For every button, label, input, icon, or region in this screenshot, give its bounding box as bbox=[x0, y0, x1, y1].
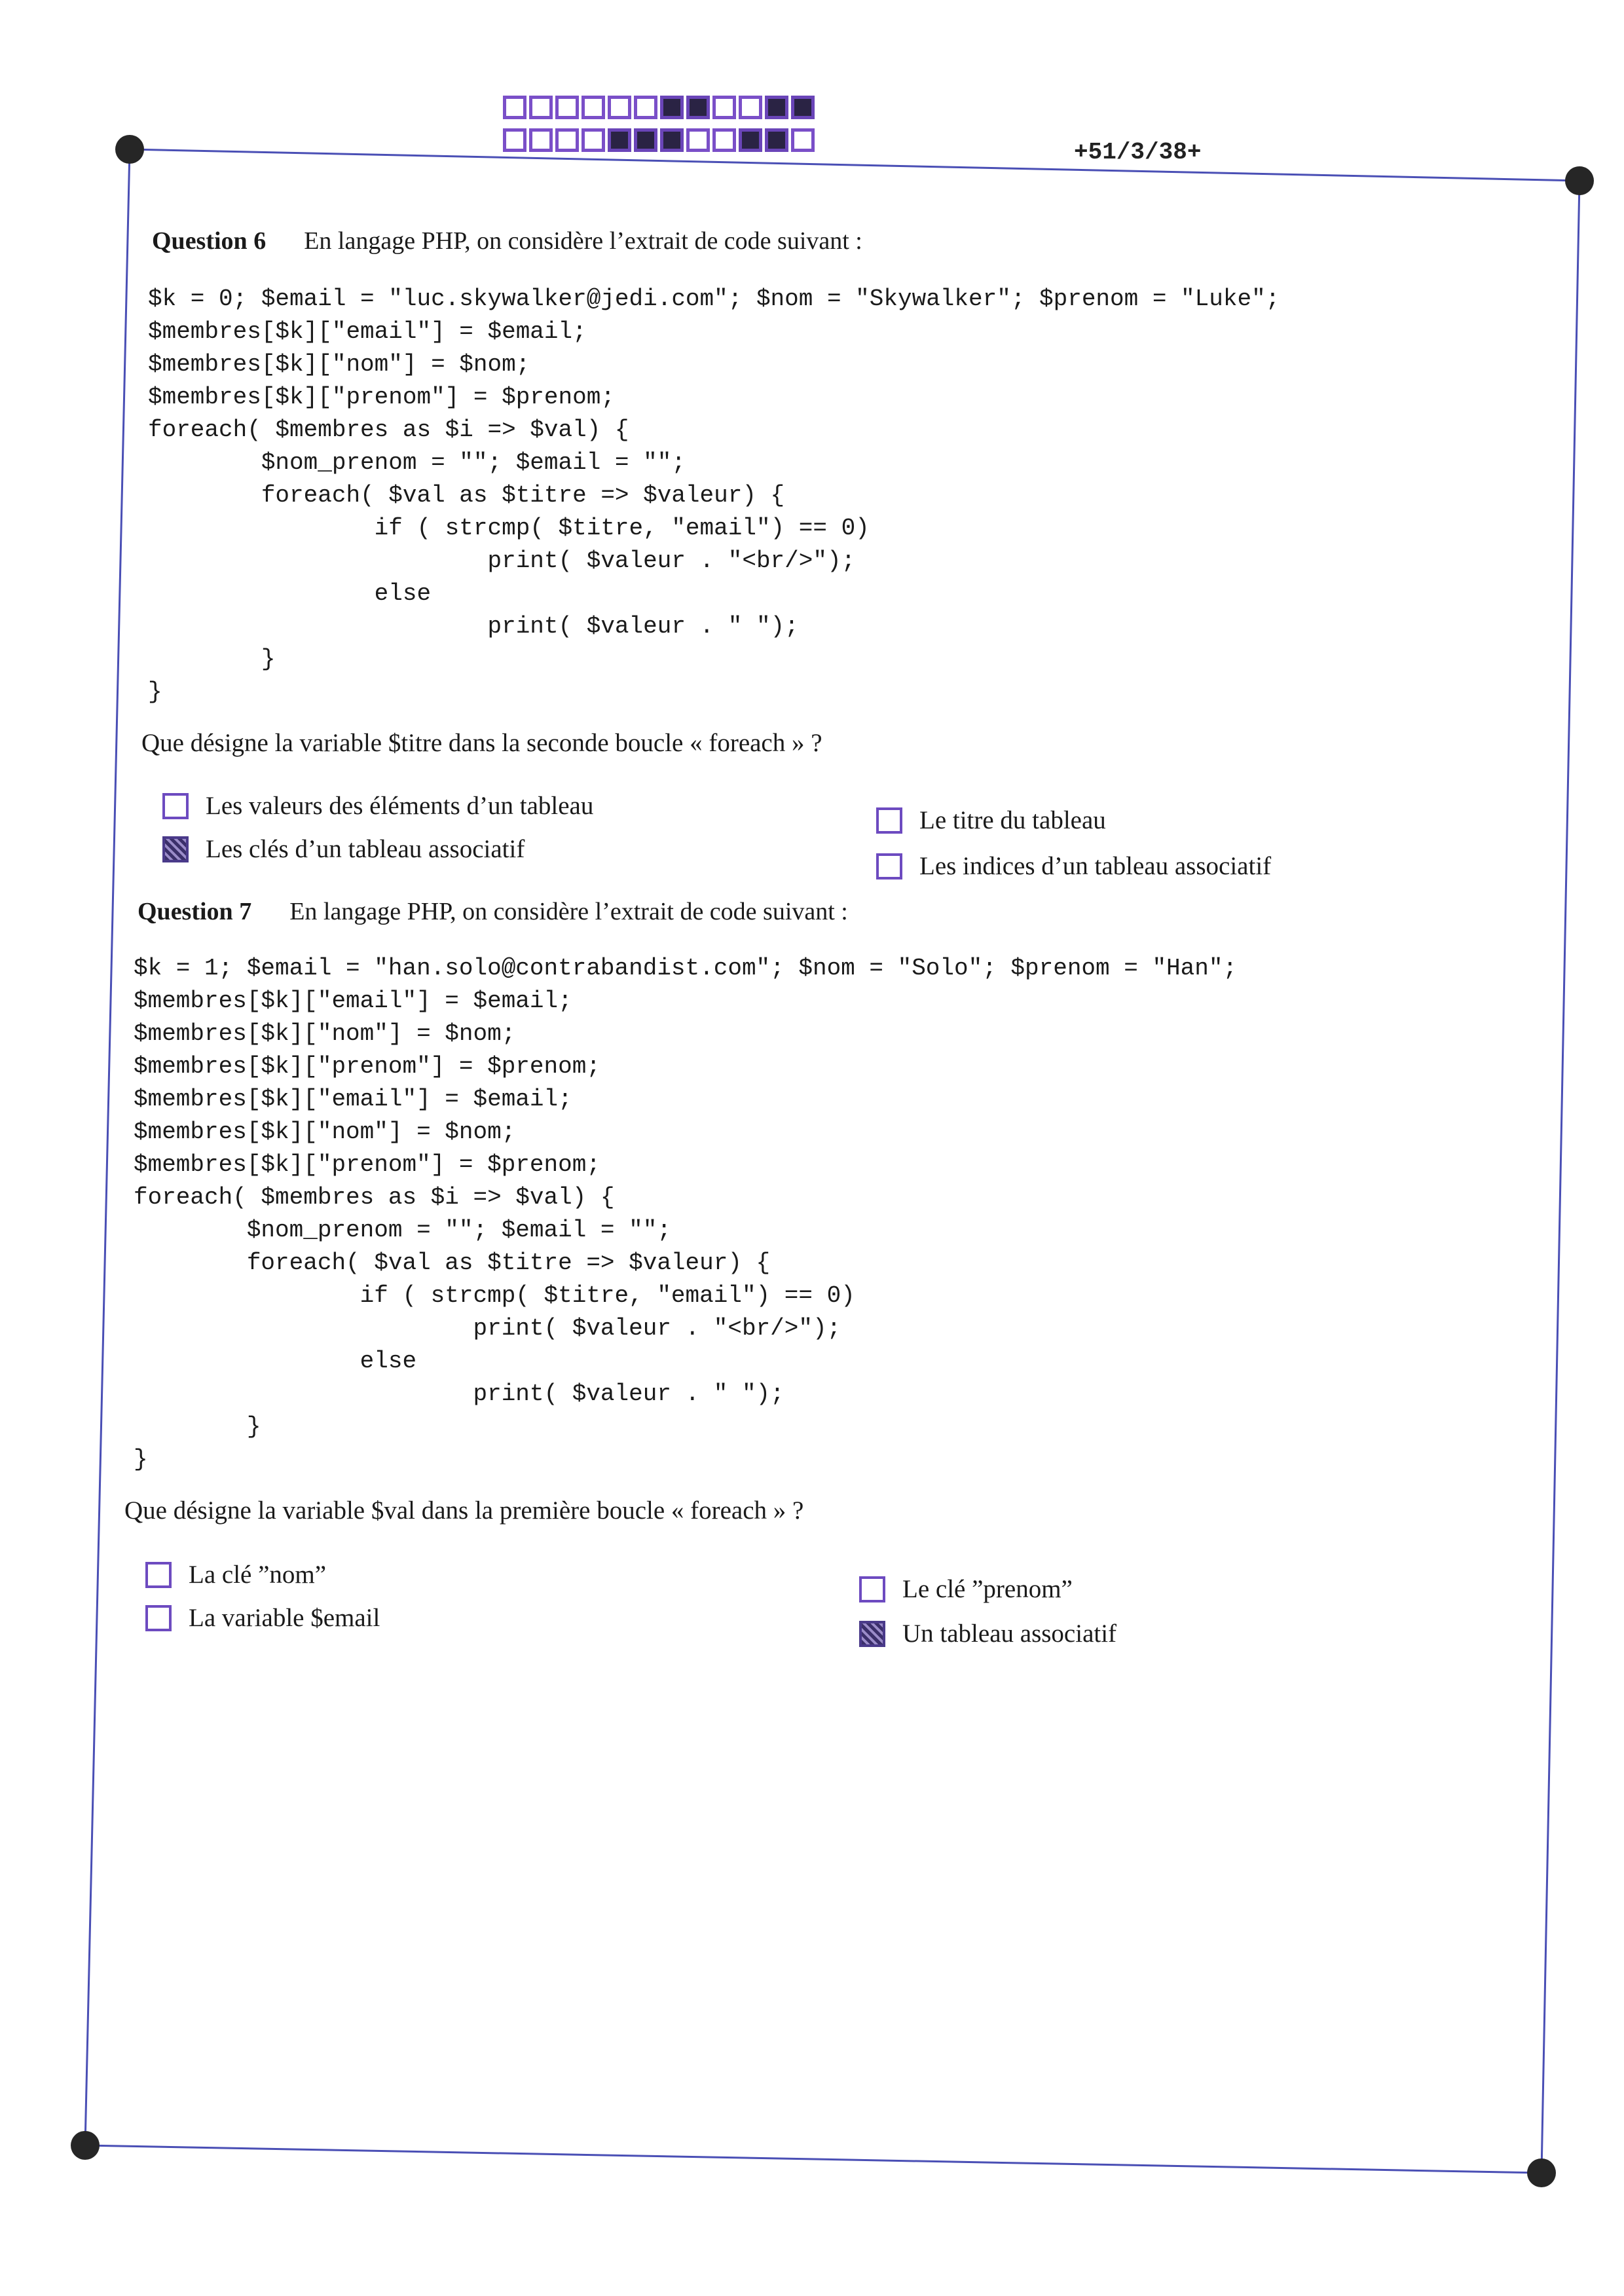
code-block-q7: $k = 1; $email = "han.solo@contrabandist.com"; $nom = "Solo"; $prenom = "Han"; $membres[$k]["email"] = $email; $membres[$k]["nom"] = $nom; $membres[$k]["prenom"] = $prenom; $membres[$k]["email"] = $email; $membres[$k]["nom"] = $nom; $membres[$k]["prenom"] = $prenom; foreach( $membres as $i => $val) { $nom_prenom = ""; $email = ""; foreach( $val as $titre => $valeur) { if ( strcmp( $titre, "email") == 0) print( $valeur . "<br/>"); else print( $valeur . " "); } } bbox=[134, 955, 1238, 1473]
barcode-cell bbox=[686, 96, 710, 119]
barcode-cell bbox=[608, 128, 631, 152]
barcode-top bbox=[503, 96, 815, 119]
answer-q7-c[interactable] bbox=[859, 1574, 1073, 1604]
checkbox[interactable] bbox=[145, 1562, 172, 1588]
answer-q6-d[interactable] bbox=[876, 851, 1271, 881]
barcode-cell bbox=[712, 96, 736, 119]
barcode-cell bbox=[529, 96, 553, 119]
answer-q6-a[interactable] bbox=[162, 791, 593, 821]
answer-label: Les valeurs des éléments d’un tableau bbox=[206, 792, 594, 820]
barcode-cell bbox=[791, 128, 815, 152]
answer-label: Le titre du tableau bbox=[919, 806, 1106, 834]
barcode-cell bbox=[503, 96, 526, 119]
question-intro: En langage PHP, on considère l’extrait de code suivant : bbox=[289, 898, 848, 925]
answer-label: Le clé ”prenom” bbox=[902, 1575, 1073, 1603]
corner-marker-bottom-right bbox=[1527, 2158, 1556, 2187]
barcode-cell bbox=[608, 96, 631, 119]
question-number: Question 6 bbox=[152, 227, 267, 255]
answer-q6-c[interactable] bbox=[876, 805, 1106, 835]
checkbox[interactable] bbox=[876, 853, 902, 880]
answer-label: La clé ”nom” bbox=[189, 1561, 327, 1589]
checkbox-checked[interactable] bbox=[859, 1621, 885, 1647]
answer-label: La variable $email bbox=[189, 1604, 380, 1632]
answer-q7-d[interactable] bbox=[859, 1619, 1116, 1648]
barcode-bottom bbox=[503, 128, 815, 152]
barcode-cell bbox=[660, 128, 684, 152]
barcode-cell bbox=[712, 128, 736, 152]
checkbox-checked[interactable] bbox=[162, 836, 189, 862]
barcode-cell bbox=[555, 128, 579, 152]
barcode-cell bbox=[765, 96, 788, 119]
question-6-prompt: Que désigne la variable $titre dans la seconde boucle « foreach » ? bbox=[141, 729, 822, 757]
answer-q6-b[interactable] bbox=[162, 834, 525, 864]
barcode-cell bbox=[765, 128, 788, 152]
barcode-cell bbox=[503, 128, 526, 152]
checkbox[interactable] bbox=[162, 793, 189, 819]
corner-marker-top-left bbox=[115, 135, 144, 164]
corner-marker-bottom-left bbox=[71, 2131, 100, 2160]
barcode-cell bbox=[529, 128, 553, 152]
question-7-prompt: Que désigne la variable $val dans la première boucle « foreach » ? bbox=[124, 1496, 804, 1525]
question-number: Question 7 bbox=[138, 898, 252, 925]
barcode-cell bbox=[739, 96, 762, 119]
barcode-cell bbox=[686, 128, 710, 152]
question-intro: En langage PHP, on considère l’extrait de code suivant : bbox=[304, 227, 862, 255]
barcode-cell bbox=[555, 96, 579, 119]
checkbox[interactable] bbox=[859, 1576, 885, 1602]
barcode-cell bbox=[660, 96, 684, 119]
barcode-cell bbox=[634, 128, 657, 152]
barcode-cell bbox=[581, 128, 605, 152]
corner-marker-top-right bbox=[1565, 166, 1594, 195]
answer-q7-b[interactable] bbox=[145, 1603, 380, 1633]
checkbox[interactable] bbox=[145, 1605, 172, 1631]
code-block-q6: $k = 0; $email = "luc.skywalker@jedi.com"; $nom = "Skywalker"; $prenom = "Luke"; $membres[$k]["email"] = $email; $membres[$k]["nom"] = $nom; $membres[$k]["prenom"] = $prenom; foreach( $membres as $i => $val) { $nom_prenom = ""; $email = ""; foreach( $val as $titre => $valeur) { if ( strcmp( $titre, "email") == 0) print( $valeur . "<br/>"); else print( $valeur . " "); } } bbox=[148, 286, 1280, 705]
barcode-cell bbox=[634, 96, 657, 119]
answer-q7-a[interactable] bbox=[145, 1560, 326, 1589]
answer-label: Les clés d’un tableau associatif bbox=[206, 835, 525, 863]
checkbox[interactable] bbox=[876, 807, 902, 834]
answer-label: Un tableau associatif bbox=[902, 1620, 1117, 1648]
barcode-cell bbox=[581, 96, 605, 119]
barcode-cell bbox=[739, 128, 762, 152]
question-6-heading bbox=[152, 227, 862, 255]
barcode-cell bbox=[791, 96, 815, 119]
answer-label: Les indices d’un tableau associatif bbox=[919, 852, 1272, 880]
page-id: +51/3/38+ bbox=[1074, 139, 1202, 166]
question-7-heading bbox=[138, 897, 848, 926]
